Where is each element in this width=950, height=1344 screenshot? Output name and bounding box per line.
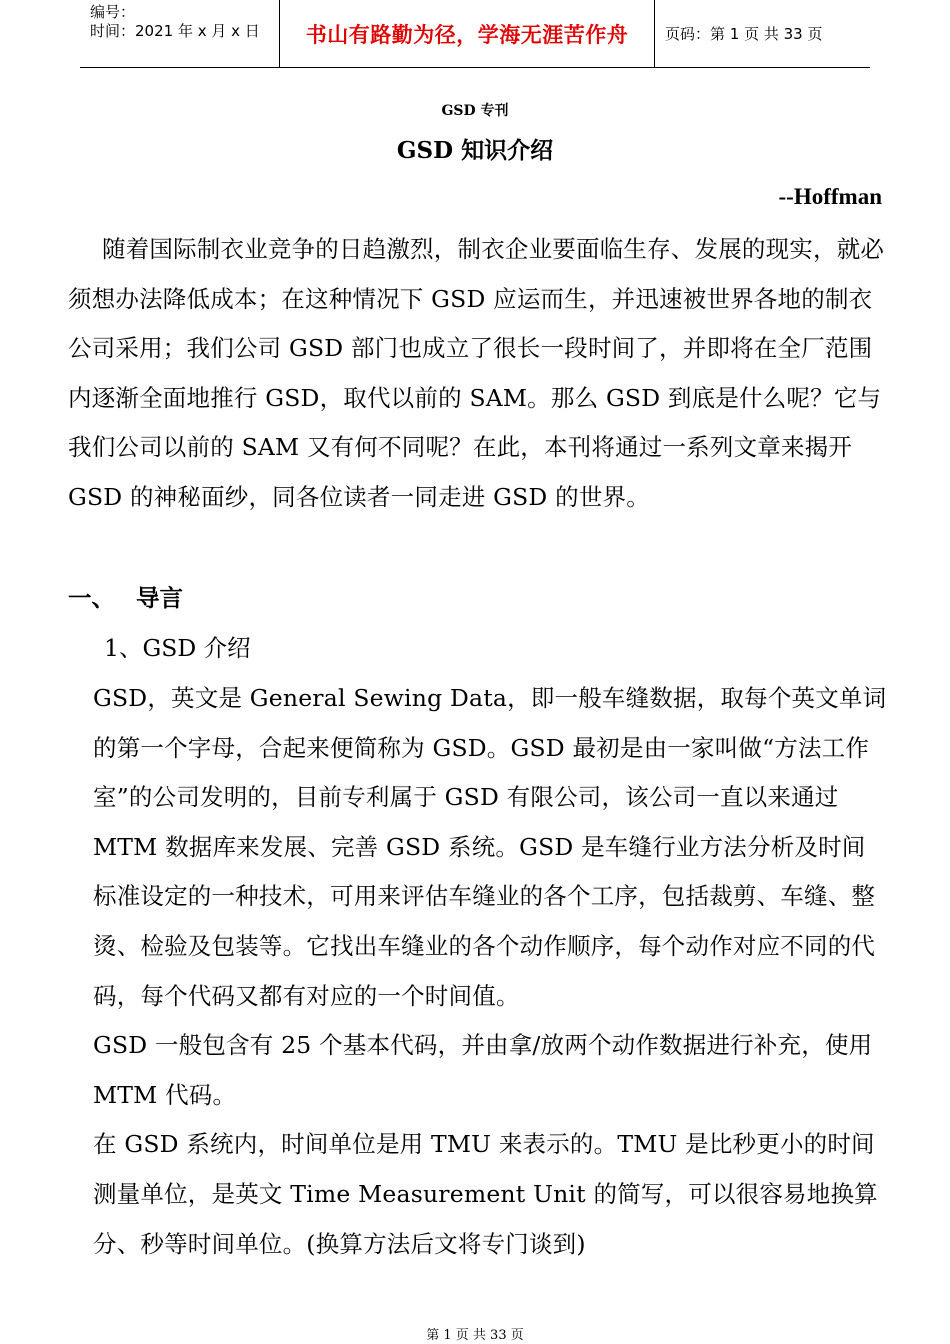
document-author: --Hoffman <box>778 184 882 209</box>
document-date: 时间：2021 年 x 月 x 日 <box>90 22 260 40</box>
intro-section <box>68 225 894 523</box>
document-number-label: 编号： <box>90 3 136 21</box>
body-paragraph-3: 在 GSD 系统内，时间单位是用 TMU 来表示的。TMU 是比秒更小的时间测量单位，是英文 Time Measurement Unit 的简写，可以很容易地换算分、秒等时间单位。(换算方法后文将专门谈到) <box>93 1130 878 1258</box>
document-kicker: GSD 专刊 <box>441 103 509 119</box>
document-title: GSD 知识介绍 <box>396 137 554 164</box>
body-paragraph-1: GSD，英文是 General Sewing Data，即一般车缝数据，取每个英文单词的第一个字母，合起来便简称为 GSD。GSD 最初是由一家叫做“方法工作室”的公司发明的，目前专利属于 GSD 有限公司，该公司一直以来通过 MTM 数据库来发展、完善 GSD 系统。GSD 是车缝行业方法分析及时间标准设定的一种技术，可用来评估车缝业的各个工序，包括裁剪、车缝、整烫、检验及包装等。它找出车缝业的各个动作顺序，每个动作对应不同的代码，每个代码又都有对应的一个时间值。 <box>93 684 887 1010</box>
section-number: 一、 <box>68 584 115 612</box>
section-heading <box>68 576 183 620</box>
page-header <box>80 0 870 68</box>
intro-paragraph: 随着国际制衣业竞争的日趋激烈，制衣企业要面临生存、发展的现实，就必须想办法降低成本；在这种情况下 GSD 应运而生，并迅速被世界各地的制衣公司采用；我们公司 GSD 部门也成立了很长一段时间了，并即将在全厂范围内逐渐全面地推行 GSD，取代以前的 SAM。那么 GSD 到底是什么呢？它与我们公司以前的 SAM 又有何不同呢？在此，本刊将通过一系列文章来揭开 GSD 的神秘面纱，同各位读者一同走进 GSD 的世界。 <box>68 235 885 511</box>
subsection-heading: 1、GSD 介绍 <box>104 634 251 662</box>
header-motto: 书山有路勤为径，学海无涯苦作舟 <box>280 0 655 67</box>
body-paragraph-2: GSD 一般包含有 25 个基本代码，并由拿/放两个动作数据进行补充，使用 MTM 代码。 <box>93 1031 873 1109</box>
page-footer: 第 1 页 共 33 页 <box>426 1328 524 1343</box>
header-meta-cell <box>80 0 280 67</box>
section-title: 导言 <box>136 584 183 612</box>
header-page-info: 页码：第 1 页 共 33 页 <box>665 25 823 43</box>
subsection-body <box>93 674 887 1269</box>
